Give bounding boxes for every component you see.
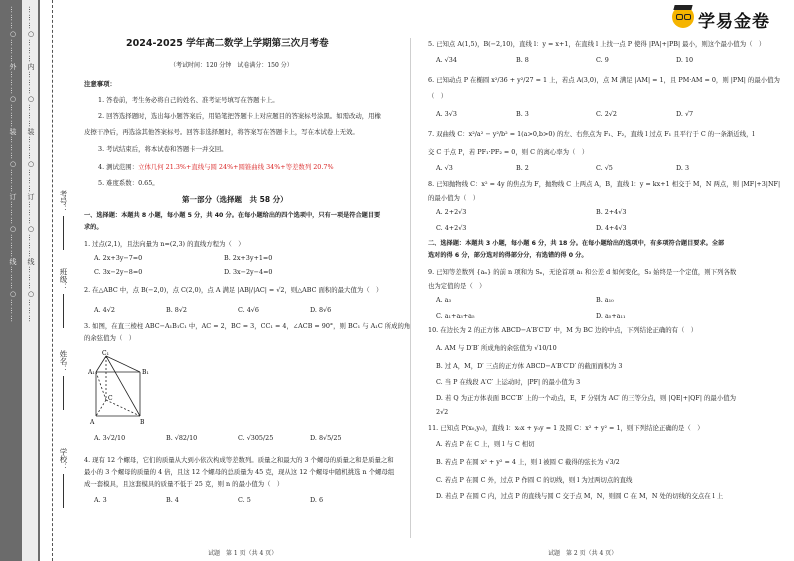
q9-option-c[interactable]: C. a₁+a₃+a₅ bbox=[436, 312, 475, 320]
exam-title: 2024-2025 学年高二数学上学期第三次月考卷 bbox=[126, 38, 329, 49]
section-2-heading-cont: 选对的得 6 分，部分选对的得部分分，有选错的得 0 分。 bbox=[428, 252, 588, 259]
label-a1: A₁ bbox=[88, 369, 95, 376]
q11-option-b[interactable]: B. 若点 P 在圆 x² + y² = 4 上，则 l 被圆 C 截得的弦长为 √3/2 bbox=[436, 458, 620, 466]
class-field[interactable]: 班级： bbox=[58, 268, 69, 328]
label-c: C bbox=[108, 395, 113, 402]
question-10: 10. 在边长为 2 的正方体 ABCD−A′B′C′D′ 中，M 为 BC 边的中点，下列结论正确的有（ ） bbox=[428, 326, 698, 334]
name-field[interactable]: 姓名： bbox=[58, 350, 69, 410]
page-divider bbox=[410, 38, 411, 538]
q1-option-d[interactable]: D. 3x−2y−4=0 bbox=[224, 268, 273, 276]
page-2-footer: 试题 第 2 页（共 4 页） bbox=[548, 550, 618, 557]
q10-option-a[interactable]: A. AM 与 D′B′ 所成角的余弦值为 √10/10 bbox=[436, 344, 557, 352]
question-4-cont2: 成一套模具，且这套模具的质量不低于 25 克，则 n 的最小值为（ ） bbox=[84, 480, 284, 488]
question-7: 7. 双曲线 C：x²/a² − y²/b² = 1(a>0,b>0) 的左、右焦点为 F₁、F₂，直线 l 过点 F₁ 且平行于 C 的一条渐近线，l bbox=[428, 130, 755, 138]
question-9: 9. 已知等差数列 {aₙ} 的前 n 项和为 Sₙ，无论首项 a₁ 和公差 d 如何变化，S₃ 始终是一个定值，则下列各数 bbox=[428, 268, 737, 276]
test-scope: 立体几何 21.3%+直线与圆 24%+圆锥曲线 34%+等差数列 20.7% bbox=[138, 163, 334, 171]
page-2 bbox=[428, 0, 781, 561]
q8-option-c[interactable]: C. 4+2√3 bbox=[436, 224, 467, 232]
q2-option-b[interactable]: B. 8√2 bbox=[166, 306, 187, 314]
q9-option-a[interactable]: A. a₃ bbox=[436, 296, 452, 304]
q5-option-c[interactable]: C. 9 bbox=[596, 56, 609, 64]
question-11: 11. 已知点 P(x₀,y₀)，直线 l：x₀x + y₀y = 1 及圆 C：x² + y² = 1，则下列结论正确的是（ ） bbox=[428, 424, 704, 432]
q4-option-b[interactable]: B. 4 bbox=[166, 496, 179, 504]
q6-option-b[interactable]: B. 3 bbox=[516, 110, 529, 118]
q9-option-d[interactable]: D. a₅+a₁₁ bbox=[596, 312, 626, 320]
binding-dash-line bbox=[52, 0, 53, 561]
q7-option-a[interactable]: A. √3 bbox=[436, 164, 453, 172]
question-1: 1. 过点(2,1)，且法向量为 n=(2,3) 的直线方程为（ ） bbox=[84, 240, 245, 248]
q3-option-d[interactable]: D. 8√5/25 bbox=[310, 434, 342, 442]
logo-text: 学易金卷 bbox=[698, 12, 770, 32]
question-8: 8. 已知抛物线 C：x² = 4y 的焦点为 F，抛物线 C 上两点 A，B，直线 l：y = kx+1 相交于 M，N 两点，则 |MF|+3|NF| bbox=[428, 180, 781, 188]
q4-option-c[interactable]: C. 5 bbox=[238, 496, 251, 504]
q6-option-c[interactable]: C. 2√2 bbox=[596, 110, 617, 118]
note-1: 1. 答卷前，考生务必将自己的姓名、准考证号填写在答题卡上。 bbox=[98, 96, 279, 104]
q4-option-d[interactable]: D. 6 bbox=[310, 496, 324, 504]
question-3-cont: 的余弦值为（ ） bbox=[84, 334, 136, 342]
q3-option-b[interactable]: B. √82/10 bbox=[166, 434, 198, 442]
note-2-cont: 皮擦干净后，再选涂其他答案标号。回答非选择题时，将答案写在答题卡上，写在本试卷上无效。 bbox=[84, 128, 359, 136]
q5-option-a[interactable]: A. √34 bbox=[436, 56, 457, 64]
question-8-cont: 的最小值为（ ） bbox=[428, 194, 480, 202]
section-2-heading: 二、选择题：本题共 3 小题，每小题 6 分，共 18 分。在每小题给出的选项中，有多项符合题目要求。全部 bbox=[428, 240, 725, 247]
note-2: 2. 回答选择题时，选出每小题答案后，用铅笔把答题卡上对应题目的答案标号涂黑。如需改动，用橡 bbox=[98, 112, 381, 120]
q8-option-d[interactable]: D. 4+4√3 bbox=[596, 224, 627, 232]
inner-binding-label: ………○………内………○………装………○………订………○………线………○……… bbox=[27, 6, 35, 323]
q10-option-d[interactable]: D. 若 Q 为正方体表面 BCC′B′ 上的一个动点，E，F 分别为 AC′ 的三等分点，则 |QE|+|QF| 的最小值为 bbox=[436, 394, 736, 402]
q5-option-d[interactable]: D. 10 bbox=[676, 56, 694, 64]
q3-option-a[interactable]: A. 3√2/10 bbox=[94, 434, 126, 442]
q7-option-c[interactable]: C. √5 bbox=[596, 164, 613, 172]
q10-option-b[interactable]: B. 过 A，M，D′ 三点的正方体 ABCD−A′B′C′D′ 的截面面积为 3 bbox=[436, 362, 623, 370]
exam-number-field[interactable]: 考号： bbox=[58, 190, 69, 250]
notes-heading: 注意事项： bbox=[84, 80, 116, 88]
note-5: 5. 难度系数：0.65。 bbox=[98, 179, 159, 187]
q2-option-d[interactable]: D. 8√6 bbox=[310, 306, 332, 314]
q6-option-d[interactable]: D. √7 bbox=[676, 110, 694, 118]
label-b1: B₁ bbox=[142, 369, 149, 376]
q1-option-c[interactable]: C. 3x−2y−8=0 bbox=[94, 268, 143, 276]
q7-option-b[interactable]: B. 2 bbox=[516, 164, 529, 172]
q10-option-c[interactable]: C. 当 P 在线段 A′C′ 上运动时，|PF| 的最小值为 3 bbox=[436, 378, 581, 386]
note-4: 4. 测试范围：立体几何 21.3%+直线与圆 24%+圆锥曲线 34%+等差数列 20.7% bbox=[98, 163, 334, 171]
q6-option-a[interactable]: A. 3√3 bbox=[436, 110, 457, 118]
question-9-cont: 也为定值的是（ ） bbox=[428, 282, 486, 290]
q2-option-a[interactable]: A. 4√2 bbox=[94, 306, 115, 314]
question-6-cont: （ ） bbox=[428, 92, 448, 100]
page-1-footer: 试题 第 1 页（共 4 页） bbox=[208, 550, 278, 557]
q1-option-b[interactable]: B. 2x+3y+1=0 bbox=[224, 254, 273, 262]
q3-option-c[interactable]: C. √305/25 bbox=[238, 434, 274, 442]
label-c1: C₁ bbox=[102, 350, 109, 357]
question-2: 2. 在△ABC 中，点 B(−2,0)，点 C(2,0)，点 A 满足 |AB|/|AC| = √2，则△ABC 面积的最大值为（ ） bbox=[84, 286, 383, 294]
q7-option-d[interactable]: D. 3 bbox=[676, 164, 690, 172]
page-1 bbox=[78, 0, 411, 561]
question-5: 5. 已知点 A(1,5)，B(−2,10)，直线 l：y = x+1，在直线 l 上找一点 P 使得 |PA|+|PB| 最小，则这个最小值为（ ） bbox=[428, 40, 766, 48]
question-6: 6. 已知动点 P 在椭圆 x²/36 + y²/27 = 1 上，若点 A(3,0)，点 M 满足 |AM| = 1，且 PM·AM = 0，则 |PM| 的最小值为 bbox=[428, 76, 780, 84]
label-a: A bbox=[90, 419, 95, 426]
label-b: B bbox=[140, 419, 145, 426]
q4-option-a[interactable]: A. 3 bbox=[94, 496, 107, 504]
school-field[interactable]: 学校： bbox=[58, 448, 69, 508]
section-1-heading-cont: 求的。 bbox=[84, 224, 103, 231]
note-3: 3. 考试结束后，将本试卷和答题卡一并交回。 bbox=[98, 145, 228, 153]
q8-option-a[interactable]: A. 2+2√3 bbox=[436, 208, 467, 216]
q10-option-d-cont: 2√2 bbox=[436, 408, 449, 416]
question-4: 4. 现有 12 个螺母，它们的质量从大到小依次构成等差数列。质量之和最大的 3 个螺母的质量之和是质量之和 bbox=[84, 456, 394, 464]
exam-meta: （考试时间：120 分钟 试卷满分：150 分） bbox=[170, 62, 293, 69]
q9-option-b[interactable]: B. a₁₀ bbox=[596, 296, 614, 304]
question-3: 3. 如图，在直三棱柱 ABC−A₁B₁C₁ 中，AC = 2，BC = 3，CC₁ = 4，∠ACB = 90°，则 BC₁ 与 A₁C 所成的角 bbox=[84, 322, 411, 330]
q11-option-c[interactable]: C. 若点 P 在圆 C 外，过点 P 作圆 C 的切线，则 l 为过两切点的直线 bbox=[436, 476, 633, 484]
q1-option-a[interactable]: A. 2x+3y−7=0 bbox=[94, 254, 143, 262]
q11-option-a[interactable]: A. 若点 P 在 C 上，则 l 与 C 相切 bbox=[436, 440, 535, 448]
q8-option-b[interactable]: B. 2+4√3 bbox=[596, 208, 627, 216]
prism-figure bbox=[88, 350, 158, 430]
part-title: 第一部分（选择题 共 58 分） bbox=[182, 195, 288, 204]
outer-binding-label: ………○………外………○………装………○………订………○………线………○……… bbox=[9, 6, 17, 323]
question-7-cont: 交 C 于点 P，若 PF₁·PF₂ = 0，则 C 的离心率为（ ） bbox=[428, 148, 589, 156]
question-4-cont1: 最小的 3 个螺母的质量的 4 倍，且这 12 个螺母的总质量为 45 克，现从这 12 个螺母中随机挑选 n 个螺母组 bbox=[84, 468, 395, 476]
section-1-heading: 一、选择题：本题共 8 小题，每小题 5 分，共 40 分。在每小题给出的四个选项中，只有一项是符合题目要 bbox=[84, 212, 381, 219]
q11-option-d[interactable]: D. 若点 P 在圆 C 内，过点 P 的直线与圆 C 交于点 M，N，则圆 C 在 M，N 处的切线的交点在 l 上 bbox=[436, 492, 724, 500]
q2-option-c[interactable]: C. 4√6 bbox=[238, 306, 259, 314]
q5-option-b[interactable]: B. 8 bbox=[516, 56, 529, 64]
